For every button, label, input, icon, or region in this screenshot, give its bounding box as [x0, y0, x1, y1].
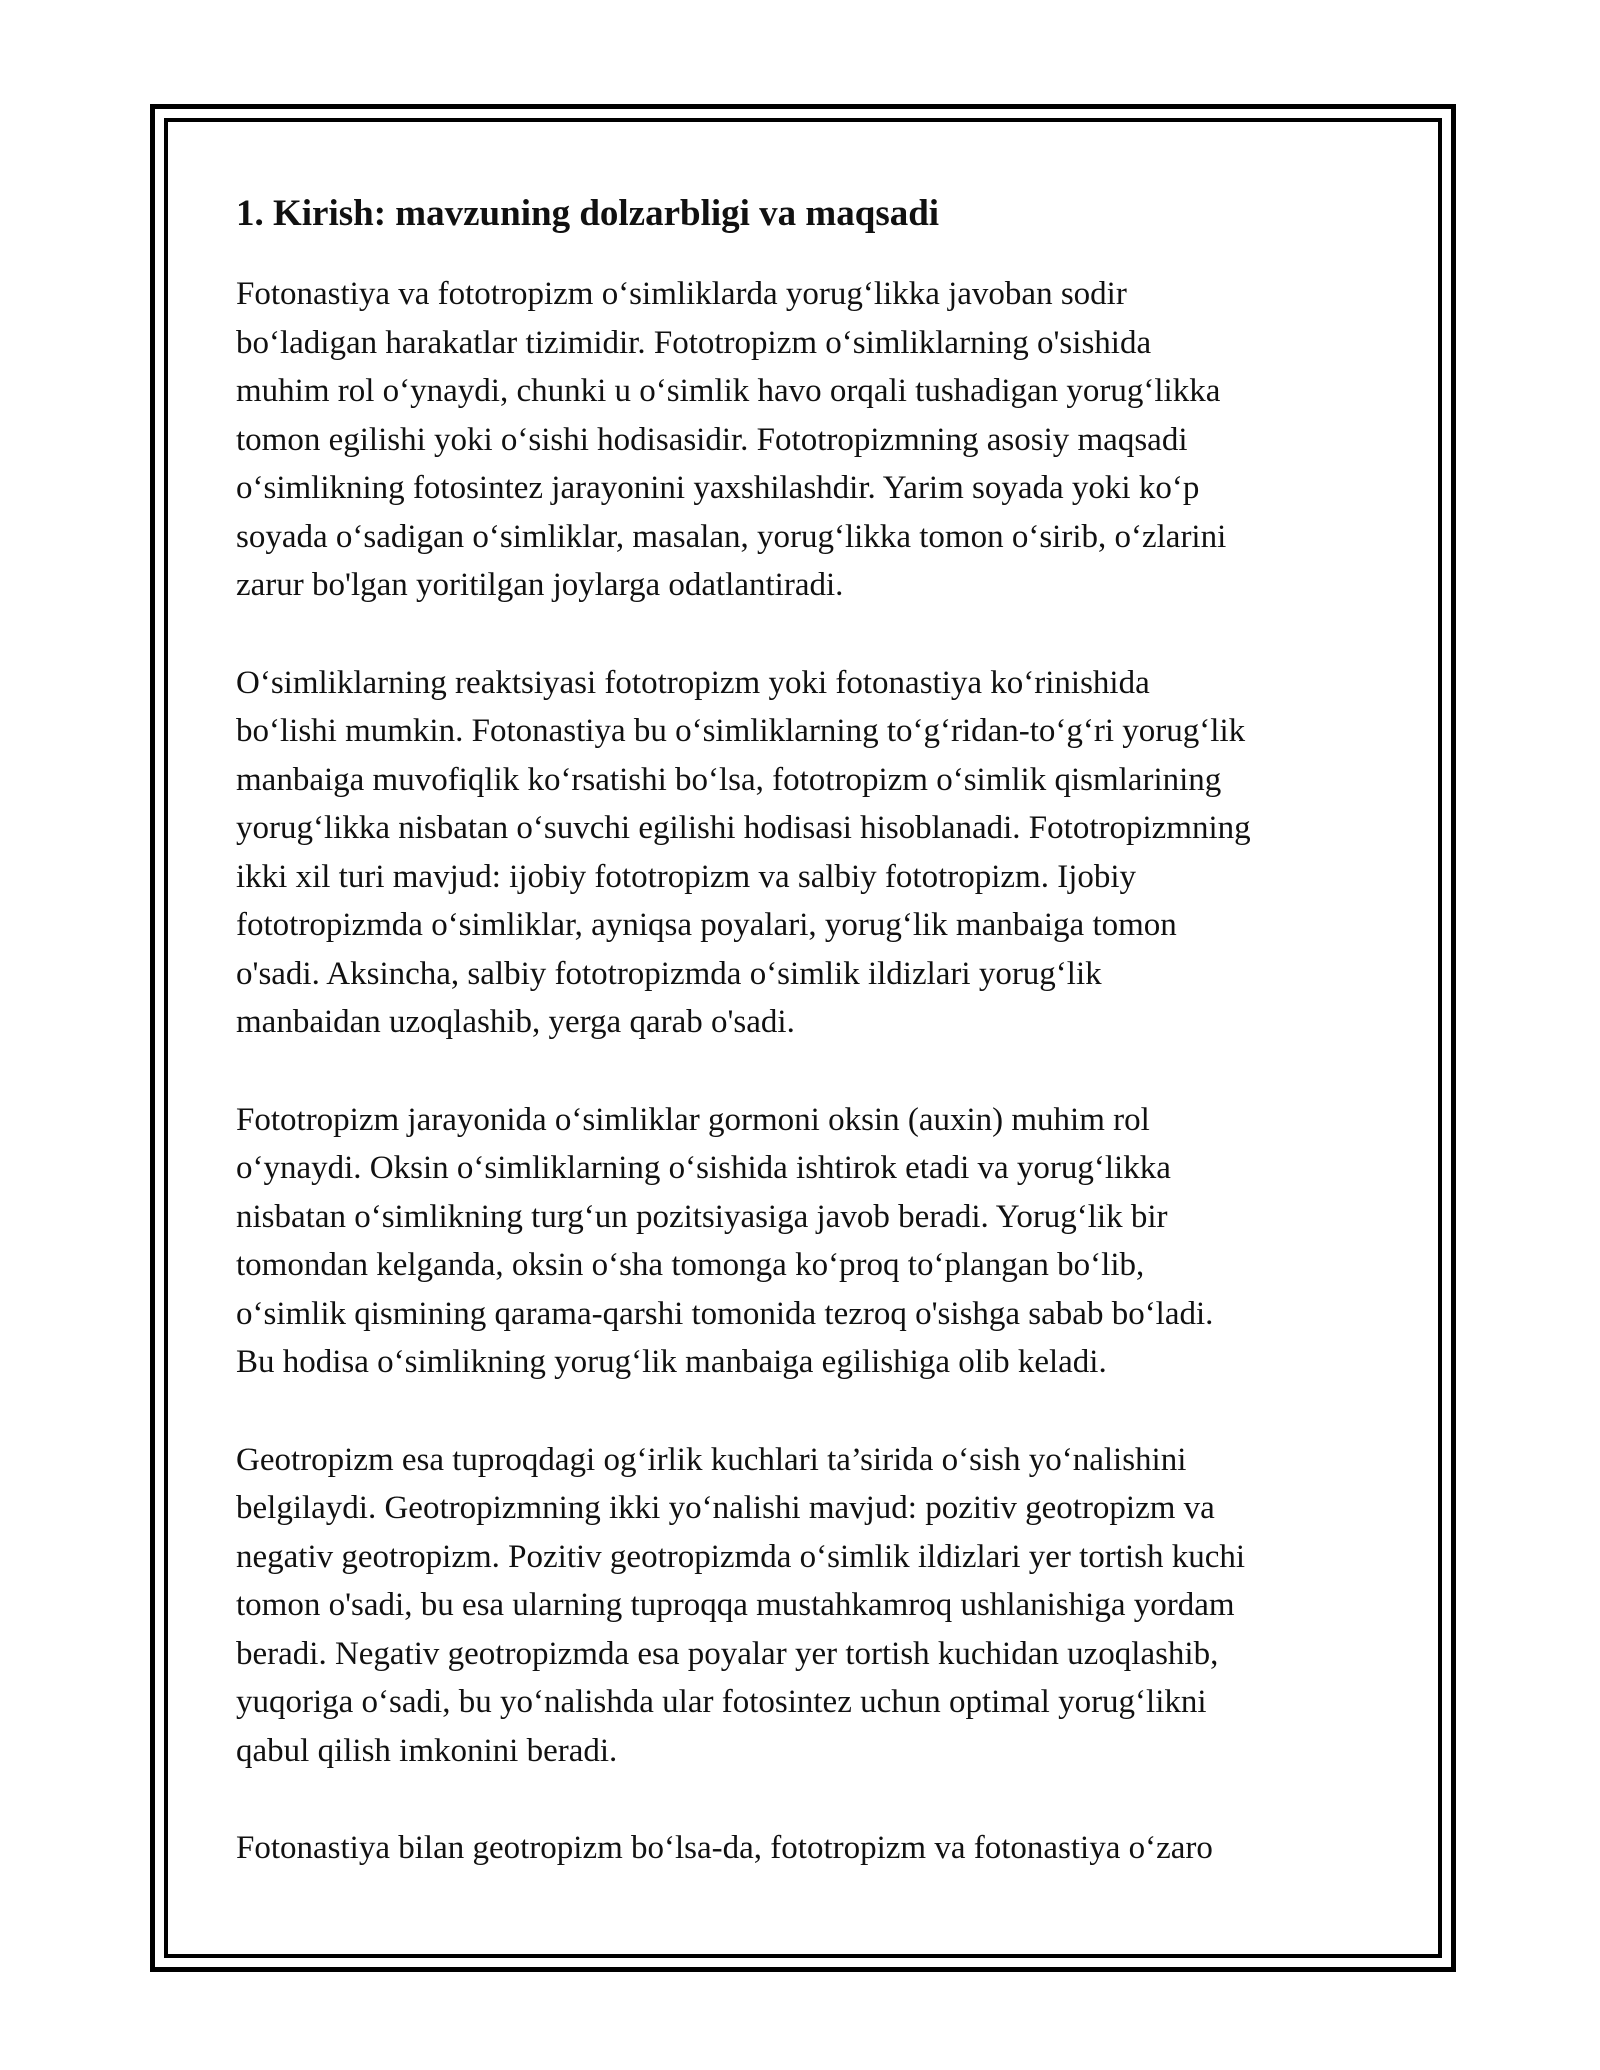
- paragraph-line: fototropizmda o‘simliklar, ayniqsa poyalari, yorug‘lik manbaiga tomon: [236, 907, 1177, 943]
- document-body: [236, 186, 1386, 1922]
- paragraph-line: o‘simlik qismining qarama-qarshi tomonida tezroq o'sishga sabab bo‘ladi.: [236, 1295, 1214, 1332]
- paragraph-line: ikki xil turi mavjud: ijobiy fototropizm va salbiy fototropizm. Ijobiy: [236, 858, 1137, 895]
- paragraph-line: manbaidan uzoqlashib, yerga qarab o'sadi.: [236, 1004, 795, 1040]
- paragraph-line: O‘simliklarning reaktsiyasi fototropizm yoki fotonastiya ko‘rinishida: [236, 664, 1150, 701]
- paragraph-line: zarur bo'lgan yoritilgan joylarga odatlantiradi.: [236, 567, 844, 603]
- paragraph-line: belgilaydi. Geotropizmning ikki yo‘nalishi mavjud: pozitiv geotropizm va: [236, 1490, 1215, 1526]
- paragraph-line: Fototropizm jarayonida o‘simliklar gormoni oksin (auxin) muhim rol: [236, 1101, 1150, 1138]
- paragraph-line: Fotonastiya va fototropizm o‘simliklarda yorug‘likka javoban sodir: [236, 276, 1127, 312]
- paragraph-line: o‘simlikning fotosintez jarayonini yaxshilashdir. Yarim soyada yoki ko‘p: [236, 470, 1200, 506]
- paragraph-line: manbaiga muvofiqlik ko‘rsatishi bo‘lsa, fototropizm o‘simlik qismlarining: [236, 761, 1222, 798]
- paragraph-line: tomondan kelganda, oksin o‘sha tomonga ko‘proq to‘plangan bo‘lib,: [236, 1247, 1145, 1283]
- paragraph-line: tomon o'sadi, bu esa ularning tuproqqa mustahkamroq ushlanishiga yordam: [236, 1587, 1235, 1623]
- paragraph-2: [236, 659, 1386, 1047]
- paragraph-3: [236, 1096, 1386, 1387]
- paragraph-line: qabul qilish imkonini beradi.: [236, 1732, 618, 1769]
- paragraph-line: muhim rol o‘ynaydi, chunki u o‘simlik havo orqali tushadigan yorug‘likka: [236, 373, 1221, 409]
- paragraph-line: yuqoriga o‘sadi, bu yo‘nalishda ular fotosintez uchun optimal yorug‘likni: [236, 1684, 1207, 1720]
- paragraph-line: o'sadi. Aksincha, salbiy fototropizmda o‘simlik ildizlari yorug‘lik: [236, 955, 1102, 992]
- paragraph-line: Geotropizm esa tuproqdagi og‘irlik kuchlari ta’sirida o‘sish yo‘nalishini: [236, 1441, 1187, 1478]
- paragraph-line: Bu hodisa o‘simlikning yorug‘lik manbaiga egilishiga olib keladi.: [236, 1344, 1107, 1380]
- paragraph-line: bo‘lishi mumkin. Fotonastiya bu o‘simliklarning to‘g‘ridan-to‘g‘ri yorug‘lik: [236, 713, 1246, 749]
- paragraph-line: bo‘ladigan harakatlar tizimidir. Fototropizm o‘simliklarning o'sishida: [236, 324, 1152, 361]
- paragraph-1: [236, 270, 1386, 610]
- paragraph-line: negativ geotropizm. Pozitiv geotropizmda o‘simlik ildizlari yer tortish kuchi: [236, 1538, 1246, 1575]
- paragraph-line: tomon egilishi yoki o‘sishi hodisasidir. Fototropizmning asosiy maqsadi: [236, 421, 1188, 458]
- paragraph-line: yorug‘likka nisbatan o‘suvchi egilishi hodisasi hisoblanadi. Fototropizmning: [236, 810, 1251, 846]
- paragraph-4: [236, 1436, 1386, 1776]
- paragraph-line: beradi. Negativ geotropizmda esa poyalar yer tortish kuchidan uzoqlashib,: [236, 1635, 1219, 1672]
- section-heading: 1. Kirish: mavzuning dolzarbligi va maqsadi: [236, 193, 940, 234]
- paragraph-line: Fotonastiya bilan geotropizm bo‘lsa-da, fototropizm va fotonastiya o‘zaro: [236, 1830, 1213, 1866]
- paragraph-line: o‘ynaydi. Oksin o‘simliklarning o‘sishida ishtirok etadi va yorug‘likka: [236, 1150, 1171, 1186]
- paragraph-line: nisbatan o‘simlikning turg‘un pozitsiyasiga javob beradi. Yorug‘lik bir: [236, 1198, 1168, 1235]
- paragraph-line: soyada o‘sadigan o‘simliklar, masalan, yorug‘likka tomon o‘sirib, o‘zlarini: [236, 518, 1227, 555]
- paragraph-5: [236, 1824, 1386, 1873]
